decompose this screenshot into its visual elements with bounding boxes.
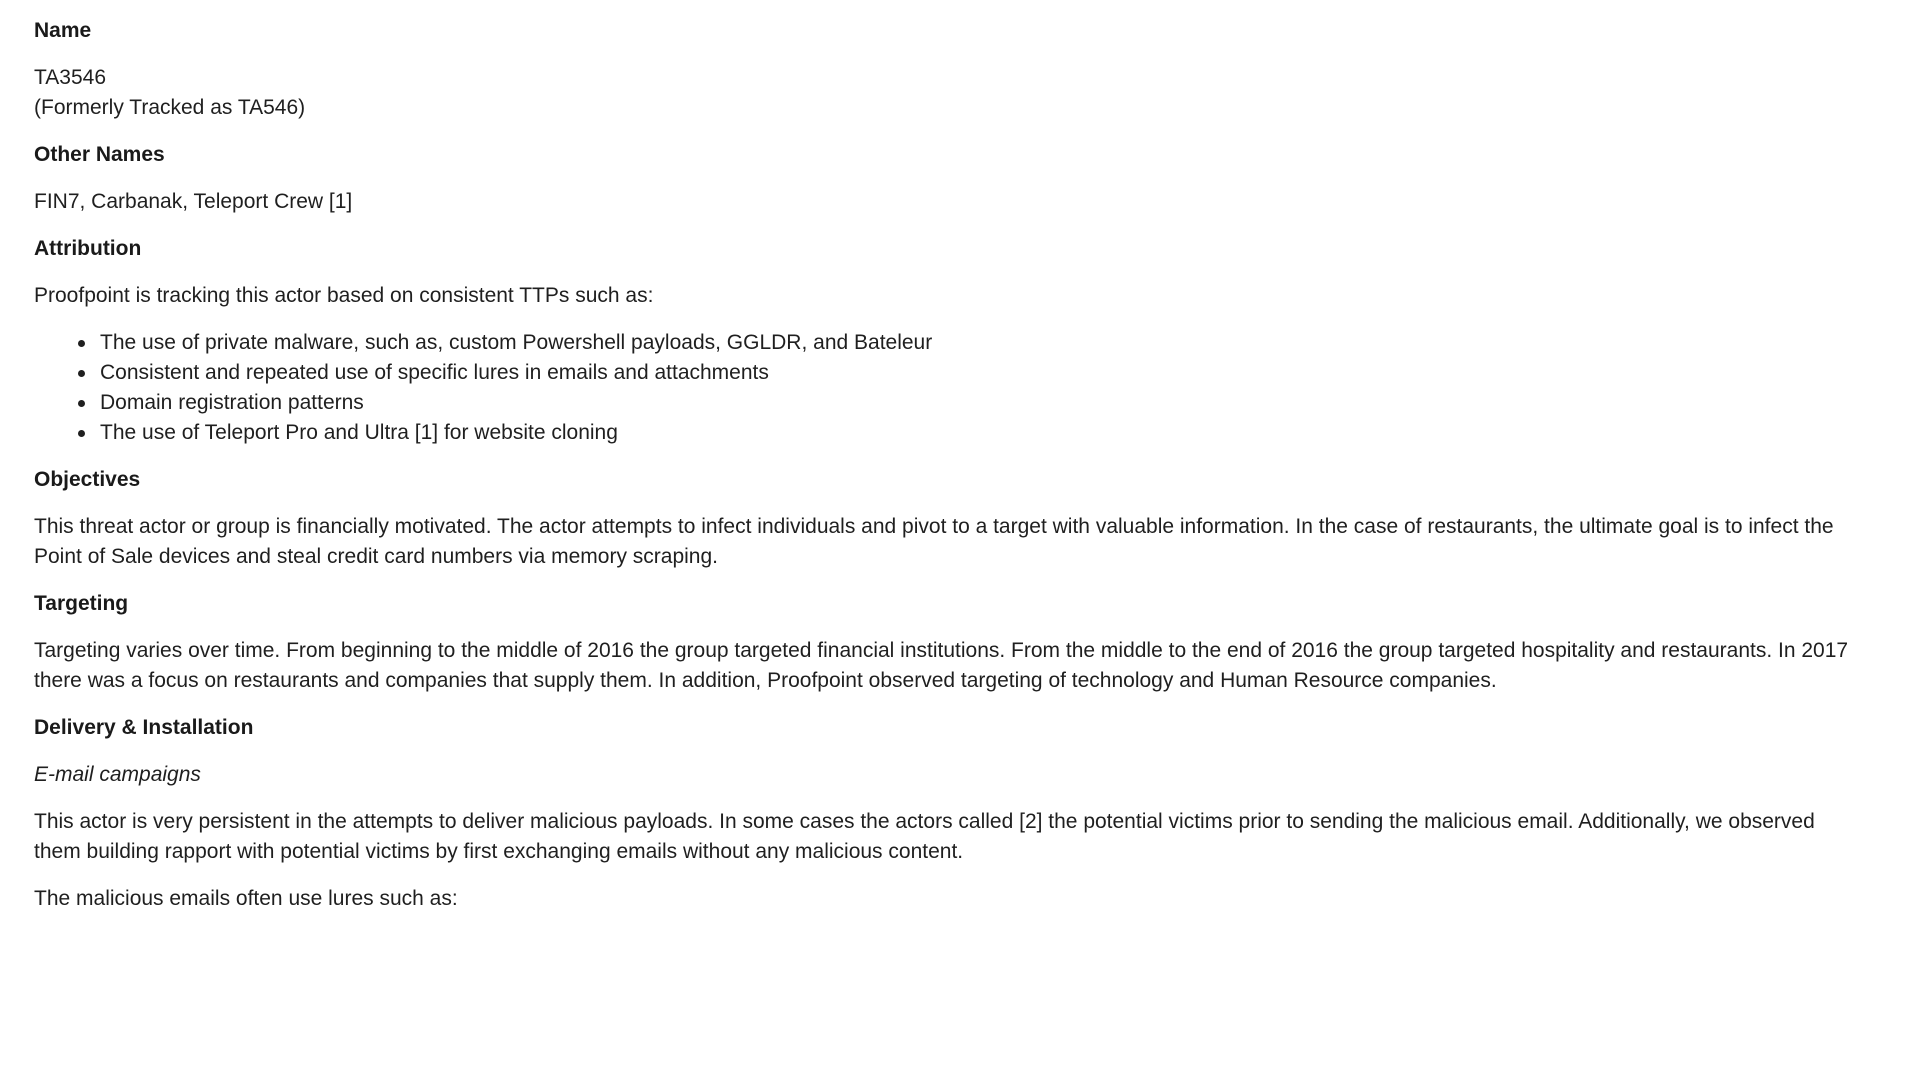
section-attribution bbox=[34, 234, 1886, 448]
list-item: The use of Teleport Pro and Ultra [1] for website cloning bbox=[100, 418, 1886, 448]
actor-name bbox=[34, 63, 1886, 123]
delivery-subheading: E-mail campaigns bbox=[34, 763, 201, 786]
objectives-line: This threat actor or group is financially motivated. The actor attempts to infect individuals and pivot to a target with valuable information. In the case of restaurants, the ultimate goal is to infect the bbox=[34, 515, 1834, 538]
list-item: The use of private malware, such as, custom Powershell payloads, GGLDR, and Bateleur bbox=[100, 328, 1886, 358]
delivery-text bbox=[34, 807, 1886, 867]
section-targeting bbox=[34, 589, 1886, 696]
delivery-line: This actor is very persistent in the attempts to deliver malicious payloads. In some cases the actors called [2] the potential victims prior to sending the malicious email. Additionally, we observed bbox=[34, 810, 1815, 833]
lures-intro: The malicious emails often use lures such as: bbox=[34, 887, 458, 910]
heading-objectives: Objectives bbox=[34, 468, 141, 491]
objectives-line: Point of Sale devices and steal credit card numbers via memory scraping. bbox=[34, 545, 718, 568]
attribution-intro: Proofpoint is tracking this actor based on consistent TTPs such as: bbox=[34, 284, 654, 307]
other-names-text: FIN7, Carbanak, Teleport Crew [1] bbox=[34, 190, 353, 213]
section-delivery bbox=[34, 713, 1886, 914]
heading-name: Name bbox=[34, 19, 92, 42]
delivery-line: them building rapport with potential victims by first exchanging emails without any malicious content. bbox=[34, 840, 964, 863]
heading-attribution: Attribution bbox=[34, 237, 142, 260]
actor-name-primary: TA3546 bbox=[34, 66, 106, 89]
heading-delivery: Delivery & Installation bbox=[34, 716, 254, 739]
targeting-line: there was a focus on restaurants and companies that supply them. In addition, Proofpoint observed targeting of technology and Human Resource companies. bbox=[34, 669, 1497, 692]
heading-targeting: Targeting bbox=[34, 592, 129, 615]
section-name bbox=[34, 16, 1886, 123]
heading-other-names: Other Names bbox=[34, 143, 165, 166]
list-item: Domain registration patterns bbox=[100, 388, 1886, 418]
list-item: Consistent and repeated use of specific lures in emails and attachments bbox=[100, 358, 1886, 388]
section-objectives bbox=[34, 465, 1886, 572]
section-other-names bbox=[34, 140, 1886, 217]
targeting-text bbox=[34, 636, 1886, 696]
objectives-text bbox=[34, 512, 1886, 572]
targeting-line: Targeting varies over time. From beginning to the middle of 2016 the group targeted financial institutions. From the middle to the end of 2016 the group targeted hospitality and restaurants. In 2017 bbox=[34, 639, 1849, 662]
attribution-list bbox=[34, 328, 1886, 448]
actor-name-former: (Formerly Tracked as TA546) bbox=[34, 96, 306, 119]
